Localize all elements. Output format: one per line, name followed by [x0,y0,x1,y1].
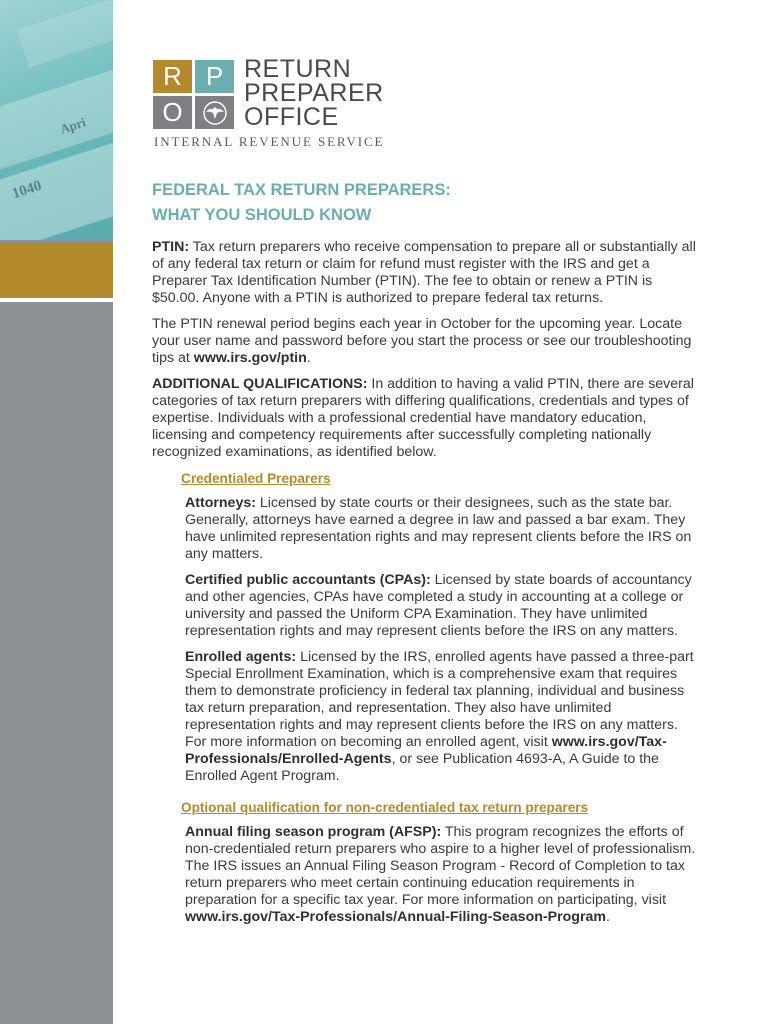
ptin-text: Tax return preparers who receive compensation to prepare all or substantially all of any federal tax return or claim for refund must register with the IRS and get a Preparer Tax Identification Number (PTIN). The fee to obtain or renew a PTIN is $50.00. Anyone with a PTIN is authorized to prepare federal tax returns. [152,239,696,306]
ptin-paragraph [152,239,697,307]
band-divider [0,298,113,302]
afsp-end: . [605,909,610,925]
additional-label: ADDITIONAL QUALIFICATIONS: [152,376,368,392]
enrolled-agents-text: Licensed by the IRS, enrolled agents have passed a three-part Special Enrollment Examination, which is a comprehensive exam that requires them to demonstrate proficiency in federal tax planning, individual and business tax return preparation, and representation. They also have unlimited representation rights and may represent clients before the IRS on any matters. For more information on becoming an enrolled agent, visit [185,649,694,750]
afsp-text: This program recognizes the efforts of non-credentialed return preparers who aspire to a higher level of professionalism. The IRS issues an Annual Filing Season Program - Record of Completion to tax return preparers who meet certain continuing education requirements in preparation for a specific tax year. For more information on participating, visit [185,824,696,908]
logo-subtitle: INTERNAL REVENUE SERVICE [154,134,385,149]
ptin-label: PTIN: [152,239,190,255]
ptin-link[interactable]: www.irs.gov/ptin [193,350,307,366]
enrolled-agents-label: Enrolled agents: [185,649,297,665]
renewal-text: The PTIN renewal period begins each year in October for the upcoming year. Locate your user name and password before you start the process or see our troubleshooting tips at [152,316,692,366]
afsp-label: Annual filing season program (AFSP): [185,824,442,840]
logo-tile-p: P [195,60,234,93]
photo-text-apri: Apri [58,114,88,137]
attorneys-text: Licensed by state courts or their designees, such as the state bar. Generally, attorneys have earned a degree in law and passed a bar exam. They have unlimited representation rights and may represent clients before the IRS on any matters. [185,495,692,562]
logo-tile-r: R [153,60,192,93]
logo-wordmark [244,57,384,129]
form-sheet-shape [17,0,113,68]
attorneys-paragraph [185,495,697,563]
logo-tiles [153,60,234,129]
logo-word-office: OFFICE [244,103,339,131]
page-title [152,178,712,228]
logo-tile-o: O [153,96,192,129]
enrolled-agents-end: , or see Publication 4693-A, A Guide to the Enrolled Agent Program. [185,751,659,784]
irs-eagle-seal-icon [195,96,234,129]
tax-form-photo [0,0,113,240]
enrolled-agents-paragraph [185,649,697,785]
optional-heading: Optional qualification for non-credentialed tax return preparers [181,800,589,815]
renewal-paragraph [152,316,697,367]
logo-word-return: RETURN [244,55,352,83]
credentialed-heading: Credentialed Preparers [181,471,331,486]
afsp-paragraph [185,824,697,926]
renewal-end: . [306,350,311,366]
enrolled-agents-link[interactable]: www.irs.gov/Tax-Professionals/Enrolled-Agents [185,734,667,767]
photo-text-1040: 1040 [10,177,44,203]
additional-paragraph [152,376,697,461]
afsp-link[interactable]: www.irs.gov/Tax-Professionals/Annual-Filing-Season-Program [185,909,606,925]
logo-word-preparer: PREPARER [244,79,384,107]
rpo-logo [153,55,393,150]
document-body [152,239,697,935]
cpa-label: Certified public accountants (CPAs): [185,572,431,588]
additional-text: In addition to having a valid PTIN, there are several categories of tax return preparers with differing qualifications, credentials and types of expertise. Individuals with a professional credential have mandatory education, licensing and competency requirements after successfully completing nationally recognized examinations, as identified below. [152,376,694,460]
attorneys-label: Attorneys: [185,495,256,511]
gold-accent-bar [0,243,113,298]
title-line-2: WHAT YOU SHOULD KNOW [152,206,372,224]
cpa-paragraph [185,572,697,640]
title-line-1: FEDERAL TAX RETURN PREPARERS: [152,181,451,199]
eagle-seal-graphic [200,100,230,126]
cpa-text: Licensed by state boards of accountancy and other agencies, CPAs have completed a study in accounting at a college or university and passed the Uniform CPA Examination. They have unlimited representation rights and may represent clients before the IRS on any matters. [185,572,692,639]
